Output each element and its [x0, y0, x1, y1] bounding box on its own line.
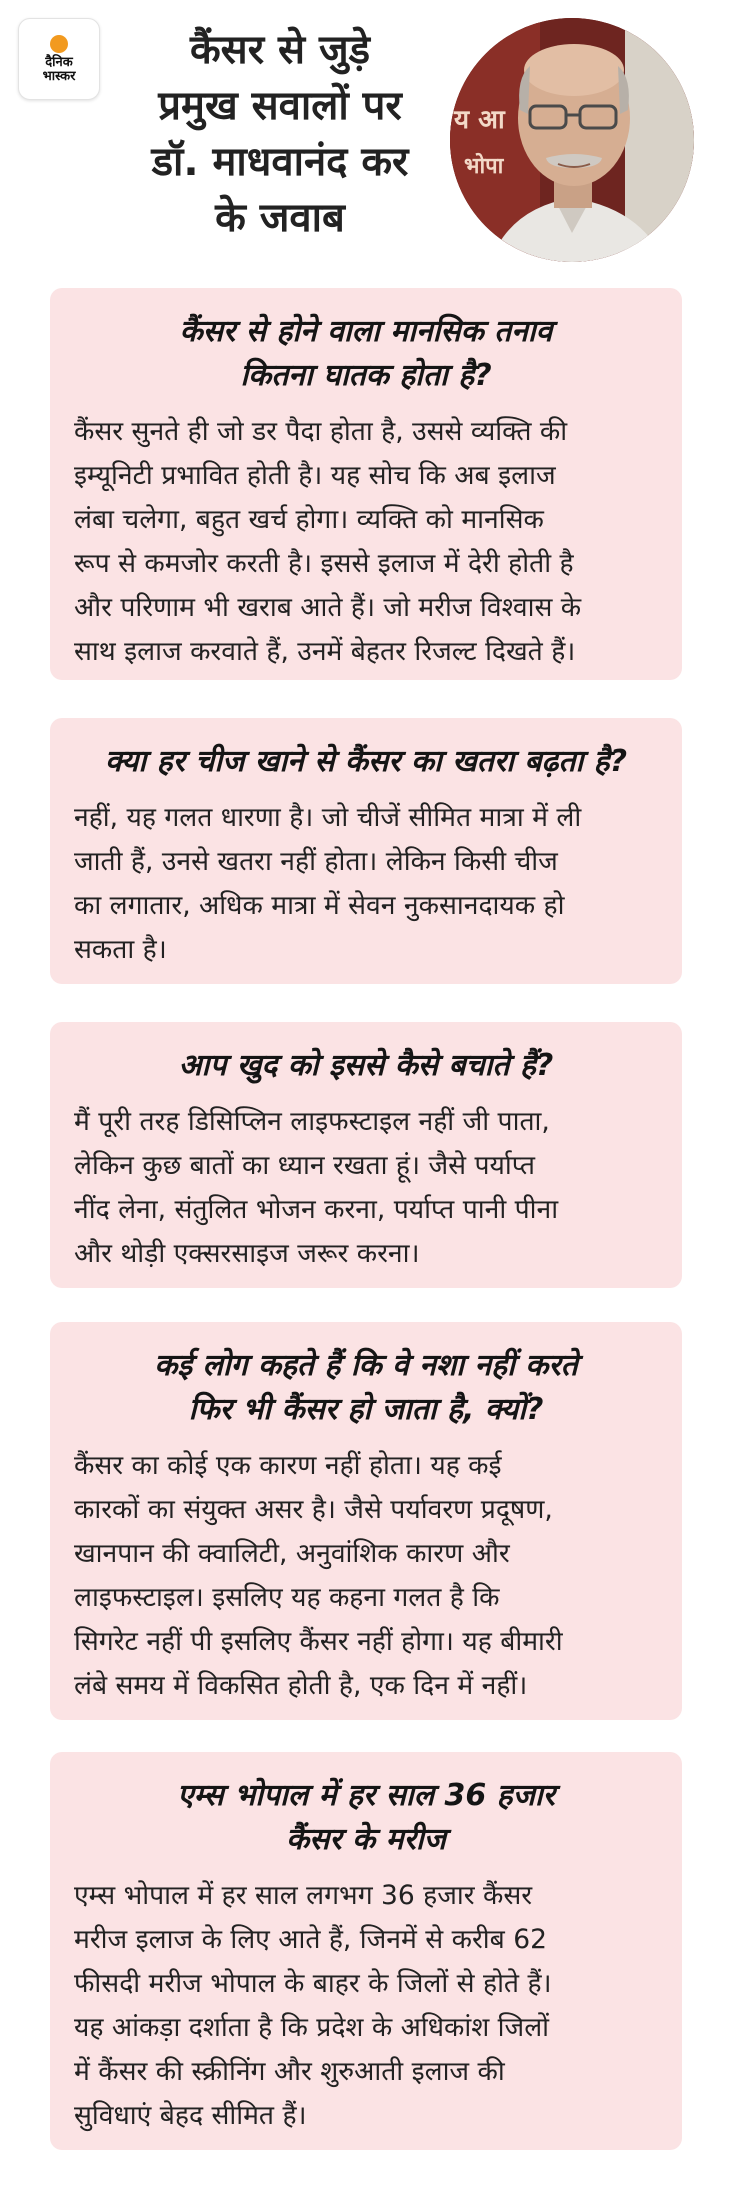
logo-text-line-1: दैनिक: [45, 54, 73, 70]
answer-line: कारकों का संयुक्त असर है। जैसे पर्यावरण प्रदूषण,: [74, 1494, 553, 1525]
photo-bg-text: य आ: [454, 105, 505, 135]
answer-line: फीसदी मरीज भोपाल के बाहर के जिलों से होते हैं।: [74, 1968, 552, 1999]
title-line: कैंसर से जुड़े: [189, 27, 371, 73]
answer-text: [74, 1100, 658, 1276]
title-line: प्रमुख सवालों पर: [158, 83, 402, 129]
sun-icon: [50, 35, 68, 53]
answer-line: नहीं, यह गलत धारणा है। जो चीजें सीमित मात्रा में ली: [74, 802, 582, 833]
qa-card-2: [50, 718, 682, 984]
question-heading: [74, 310, 658, 398]
qa-card-4: [50, 1322, 682, 1720]
qa-card-5: [50, 1752, 682, 2150]
answer-line: जाती हैं, उनसे खतरा नहीं होता। लेकिन किसी चीज: [74, 846, 558, 877]
question-line: कई लोग कहते हैं कि वे नशा नहीं करते: [154, 1348, 578, 1383]
photo-bg-text: भोपा: [464, 154, 504, 179]
answer-line: लंबा चलेगा, बहुत खर्च होगा। व्यक्ति को मानसिक: [74, 504, 544, 535]
answer-line: कैंसर सुनते ही जो डर पैदा होता है, उससे व्यक्ति की: [74, 416, 568, 447]
question-heading: [74, 740, 658, 784]
qa-card-1: [50, 288, 682, 680]
answer-line: मरीज इलाज के लिए आते हैं, जिनमें से करीब 62: [74, 1924, 547, 1955]
answer-line: यह आंकड़ा दर्शाता है कि प्रदेश के अधिकांश जिलों: [74, 2012, 550, 2043]
title-line: के जवाब: [215, 195, 345, 241]
answer-line: का लगातार, अधिक मात्रा में सेवन नुकसानदायक हो: [74, 890, 565, 921]
header: [0, 0, 730, 280]
answer-line: लंबे समय में विकसित होती है, एक दिन में नहीं।: [74, 1670, 528, 1701]
question-line: कितना घातक होता है?: [240, 358, 492, 393]
question-line: फिर भी कैंसर हो जाता है, क्यों?: [188, 1392, 544, 1427]
answer-text: [74, 1874, 658, 2138]
doctor-photo: [450, 18, 694, 262]
dainik-bhaskar-logo[interactable]: [18, 18, 100, 100]
answer-line: और थोड़ी एक्सरसाइज जरूर करना।: [74, 1238, 420, 1269]
title-line: डॉ. माधवानंद कर: [151, 139, 409, 185]
question-line: कैंसर से होने वाला मानसिक तनाव: [179, 314, 553, 349]
logo-text-line-2: भास्कर: [42, 68, 76, 84]
answer-line: इम्यूनिटी प्रभावित होती है। यह सोच कि अब इलाज: [74, 460, 556, 491]
answer-line: खानपान की क्वालिटी, अनुवांशिक कारण और: [74, 1538, 510, 1569]
question-heading: [74, 1774, 658, 1862]
question-heading: [74, 1044, 658, 1088]
answer-line: लेकिन कुछ बातों का ध्यान रखता हूं। जैसे पर्याप्त: [74, 1150, 536, 1181]
answer-line: नींद लेना, संतुलित भोजन करना, पर्याप्त पानी पीना: [74, 1194, 559, 1225]
answer-line: रूप से कमजोर करती है। इससे इलाज में देरी होती है: [74, 548, 574, 579]
answer-line: लाइफस्टाइल। इसलिए यह कहना गलत है कि: [74, 1582, 500, 1613]
question-heading: [74, 1344, 658, 1432]
answer-line: साथ इलाज करवाते हैं, उनमें बेहतर रिजल्ट दिखते हैं।: [74, 636, 576, 667]
answer-text: [74, 1444, 658, 1708]
question-line: आप खुद को इससे कैसे बचाते हैं?: [178, 1048, 554, 1083]
answer-line: और परिणाम भी खराब आते हैं। जो मरीज विश्वास के: [74, 592, 582, 623]
answer-line: सिगरेट नहीं पी इसलिए कैंसर नहीं होगा। यह बीमारी: [74, 1626, 563, 1657]
answer-line: एम्स भोपाल में हर साल लगभग 36 हजार कैंसर: [74, 1880, 533, 1911]
answer-line: मैं पूरी तरह डिसिप्लिन लाइफस्टाइल नहीं जी पाता,: [74, 1106, 550, 1137]
answer-text: [74, 410, 658, 674]
answer-line: कैंसर का कोई एक कारण नहीं होता। यह कई: [74, 1450, 502, 1481]
qa-card-3: [50, 1022, 682, 1288]
doctor-portrait-illustration: [450, 18, 694, 262]
question-line: कैंसर के मरीज: [286, 1822, 446, 1857]
answer-line: में कैंसर की स्क्रीनिंग और शुरुआती इलाज की: [74, 2056, 505, 2087]
page-title: [110, 22, 450, 246]
question-line: एम्स भोपाल में हर साल 36 हजार: [177, 1778, 555, 1813]
answer-line: सुविधाएं बेहद सीमित हैं।: [74, 2100, 307, 2131]
answer-line: सकता है।: [74, 934, 167, 965]
question-line: क्या हर चीज खाने से कैंसर का खतरा बढ़ता है?: [104, 744, 628, 779]
answer-text: [74, 796, 658, 972]
